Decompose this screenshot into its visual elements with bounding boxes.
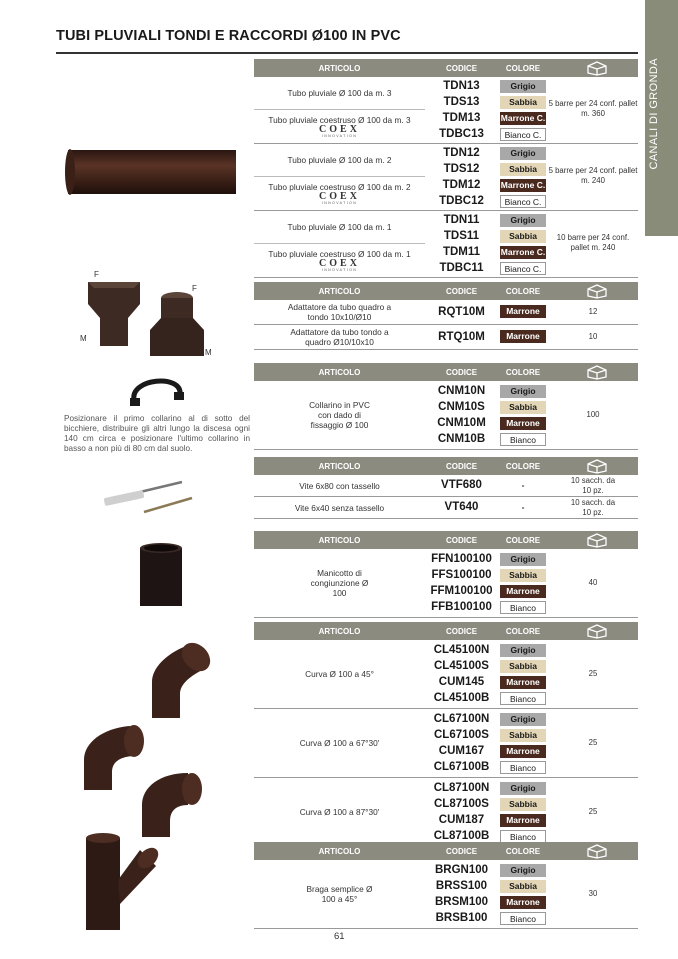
product-code: FFB100100: [431, 601, 492, 613]
header-articolo: ARTICOLO: [318, 462, 361, 471]
header-colore: COLORE: [505, 627, 541, 636]
coex-logo: [319, 259, 360, 272]
article-name: Tubo pluviale Ø 100 da m. 3: [287, 88, 392, 98]
table-header: [254, 842, 638, 860]
collars-table: [254, 363, 638, 450]
header-articolo: ARTICOLO: [318, 536, 361, 545]
title-rule: [56, 52, 638, 54]
braga-image: [78, 830, 162, 932]
product-code: TDS11: [443, 230, 480, 242]
coex-logo: [319, 125, 360, 138]
coex-logo: [319, 192, 360, 205]
side-tab-label: CANALI DI GRONDA: [648, 58, 660, 170]
header-articolo: ARTICOLO: [318, 627, 361, 636]
header-colore: COLORE: [505, 287, 541, 296]
product-code: RTQ10M: [438, 331, 485, 343]
color-swatch: Marrone: [500, 417, 546, 430]
color-swatch: Sabbia: [500, 96, 546, 109]
color-swatch: Marrone C.: [500, 246, 546, 257]
article-name: Adattatore da tubo quadro a tondo 10x10/Ø10: [287, 302, 392, 322]
collar-image: [128, 372, 186, 410]
article-name: Braga semplice Ø 100 a 45°: [306, 884, 373, 904]
curves-table: [254, 622, 638, 847]
header-articolo: ARTICOLO: [318, 847, 361, 856]
header-colore: COLORE: [505, 64, 541, 73]
product-group: [254, 381, 638, 450]
color-swatch: Sabbia: [500, 729, 546, 742]
package-icon: [585, 623, 609, 639]
header-codice: CODICE: [445, 462, 478, 471]
color-swatch: Sabbia: [500, 401, 546, 414]
coex-logo-text: COEX: [319, 257, 360, 269]
color-swatch: Marrone: [500, 330, 546, 343]
product-code: TDN11: [443, 214, 480, 226]
product-code: TDS12: [443, 163, 480, 175]
table-header: [254, 457, 638, 475]
pack-quantity: 5 barre per 24 conf. pallet m. 240: [548, 166, 638, 185]
article-coex: [254, 109, 425, 142]
adapters-table: [254, 282, 638, 350]
product-code: CNM10B: [437, 433, 486, 445]
product-code: TDM11: [442, 246, 481, 258]
color-swatch: Bianco: [500, 830, 546, 843]
product-code: FFS100100: [431, 569, 492, 581]
pack-quantity: 40: [588, 578, 598, 587]
article-name: Vite 6x40 senza tassello: [294, 502, 385, 513]
header-colore: COLORE: [505, 462, 541, 471]
article-name: Tubo pluviale coestruso Ø 100 da m. 2: [268, 181, 411, 192]
product-code: CNM10M: [437, 417, 486, 429]
color-swatch: Bianco: [500, 692, 546, 705]
product-code: BRSM100: [434, 896, 489, 908]
color-value: -: [521, 502, 525, 512]
pipe-image: [64, 146, 236, 198]
product-group: [254, 77, 638, 144]
adapter-label-m2: M: [205, 348, 212, 357]
package-icon: [585, 532, 609, 548]
color-swatch: Marrone: [500, 676, 546, 689]
product-code: BRSB100: [435, 912, 488, 924]
header-colore: COLORE: [505, 847, 541, 856]
product-code: CNM10S: [438, 401, 485, 413]
product-code: TDN13: [443, 80, 480, 92]
table-header: [254, 59, 638, 77]
product-code: VTF680: [441, 479, 482, 491]
product-code: TDM13: [442, 112, 481, 124]
product-code: TDN12: [443, 147, 480, 159]
tubes-table: [254, 59, 638, 278]
color-swatch: Bianco: [500, 601, 546, 614]
package-icon: [585, 364, 609, 380]
coex-logo-tagline: INNOVATION: [321, 133, 358, 138]
braga-table: [254, 842, 638, 929]
color-swatch: Sabbia: [500, 569, 546, 582]
product-code: CUM187: [438, 814, 485, 826]
adapter-square-round-image: [84, 280, 144, 350]
color-swatch: Bianco C.: [500, 195, 546, 208]
article-name: Curva Ø 100 a 87°30': [299, 807, 380, 817]
screws-image: [100, 480, 200, 516]
screws-table: [254, 457, 638, 519]
color-swatch: Grigio: [500, 214, 546, 227]
product-group: [254, 211, 638, 278]
product-code: CUM167: [438, 745, 485, 757]
article-name: Manicotto di congiunzione Ø 100: [310, 568, 369, 598]
coex-logo-tagline: INNOVATION: [321, 267, 358, 272]
product-group: [254, 860, 638, 929]
pack-quantity: 25: [588, 807, 598, 816]
article-coex: [254, 243, 425, 276]
article-name: Curva Ø 100 a 45°: [305, 669, 374, 679]
color-swatch: Grigio: [500, 385, 546, 398]
product-code: CL45100S: [434, 660, 489, 672]
coex-logo-text: COEX: [319, 123, 360, 135]
product-code: CL87100B: [433, 830, 490, 842]
table-header: [254, 622, 638, 640]
color-swatch: Bianco: [500, 433, 546, 446]
package-icon: [585, 843, 609, 859]
article-name: Vite 6x80 con tassello: [299, 480, 380, 491]
product-code: CNM10N: [437, 385, 486, 397]
color-swatch: Grigio: [500, 80, 546, 93]
color-swatch: Marrone: [500, 585, 546, 598]
adapter-label-f2: F: [192, 284, 197, 293]
side-tab: [645, 0, 678, 236]
product-code: RQT10M: [438, 306, 485, 318]
product-code: TDBC13: [439, 128, 484, 140]
product-code: VT640: [444, 501, 479, 513]
product-row: [254, 300, 638, 325]
header-codice: CODICE: [445, 368, 478, 377]
color-swatch: Grigio: [500, 553, 546, 566]
product-code: CL87100S: [434, 798, 489, 810]
product-code: CL87100N: [433, 782, 490, 794]
pack-quantity: 10 sacch. da 10 pz.: [570, 498, 616, 517]
table-header: [254, 363, 638, 381]
product-code: CL45100B: [433, 692, 490, 704]
pack-quantity: 5 barre per 24 conf. pallet m. 360: [548, 99, 638, 118]
pack-quantity: 25: [588, 738, 598, 747]
color-swatch: Bianco C.: [500, 262, 546, 275]
color-swatch: Marrone C.: [500, 179, 546, 190]
article-name: Adattatore da tubo tondo a quadro Ø10/10x10: [290, 327, 389, 347]
color-swatch: Marrone: [500, 305, 546, 318]
product-group: [254, 549, 638, 618]
article-name: Tubo pluviale coestruso Ø 100 da m. 3: [268, 114, 411, 125]
color-swatch: Sabbia: [500, 880, 546, 893]
product-code: FFN100100: [431, 553, 492, 565]
article-name: Tubo pluviale Ø 100 da m. 1: [287, 222, 392, 232]
header-codice: CODICE: [445, 64, 478, 73]
color-swatch: Marrone C.: [500, 112, 546, 123]
article-name: Tubo pluviale Ø 100 da m. 2: [287, 155, 392, 165]
package-icon: [585, 283, 609, 299]
color-swatch: Grigio: [500, 782, 546, 795]
color-swatch: Grigio: [500, 147, 546, 160]
pack-quantity: 25: [588, 669, 598, 678]
header-codice: CODICE: [445, 627, 478, 636]
article-name: Collarino in PVC con dado di fissaggio Ø 100: [309, 400, 370, 430]
package-icon: [585, 458, 609, 474]
color-swatch: Grigio: [500, 713, 546, 726]
product-code: FFM100100: [430, 585, 493, 597]
installation-note: Posizionare il primo collarino al di sotto del bicchiere, distribuire gli altri lungo la discesa ogni 140 cm circa e posizionare l'ultimo collarino in basso a non più di 80 cm dal suolo.: [64, 414, 250, 453]
header-articolo: ARTICOLO: [318, 287, 361, 296]
color-swatch: Sabbia: [500, 798, 546, 811]
product-code: CUM145: [438, 676, 485, 688]
color-swatch: Marrone: [500, 814, 546, 827]
header-colore: COLORE: [505, 536, 541, 545]
product-code: CL67100N: [433, 713, 490, 725]
color-swatch: Sabbia: [500, 230, 546, 243]
header-articolo: ARTICOLO: [318, 64, 361, 73]
curve-45-image: [146, 638, 216, 720]
color-swatch: Marrone: [500, 896, 546, 909]
header-codice: CODICE: [445, 536, 478, 545]
pack-quantity: 100: [586, 410, 600, 419]
adapter-label-f1: F: [94, 270, 99, 279]
table-header: [254, 531, 638, 549]
page-number: 61: [334, 931, 345, 942]
package-icon: [585, 60, 609, 76]
product-code: TDS13: [443, 96, 480, 108]
pack-quantity: 10 sacch. da 10 pz.: [570, 476, 616, 495]
sleeve-image: [136, 542, 186, 608]
product-code: BRGN100: [434, 864, 489, 876]
color-swatch: Bianco: [500, 761, 546, 774]
curve-87-image: [138, 765, 216, 839]
color-swatch: Bianco: [500, 912, 546, 925]
pack-quantity: 12: [588, 307, 598, 316]
color-swatch: Sabbia: [500, 660, 546, 673]
product-group: [254, 144, 638, 211]
product-code: CL45100N: [433, 644, 490, 656]
header-articolo: ARTICOLO: [318, 368, 361, 377]
product-code: CL67100B: [433, 761, 490, 773]
product-code: TDBC12: [439, 195, 484, 207]
product-row: [254, 475, 638, 497]
color-swatch: Grigio: [500, 644, 546, 657]
sleeves-table: [254, 531, 638, 618]
header-codice: CODICE: [445, 847, 478, 856]
adapter-label-m1: M: [80, 334, 87, 343]
product-row: [254, 325, 638, 350]
product-group: [254, 709, 638, 778]
product-code: TDBC11: [439, 262, 484, 274]
color-swatch: Grigio: [500, 864, 546, 877]
page-title: TUBI PLUVIALI TONDI E RACCORDI Ø100 IN PVC: [56, 28, 401, 44]
adapter-round-square-image: [148, 290, 206, 358]
pack-quantity: 30: [588, 889, 598, 898]
header-codice: CODICE: [445, 287, 478, 296]
table-header: [254, 282, 638, 300]
product-code: CL67100S: [434, 729, 489, 741]
pack-quantity: 10: [588, 332, 598, 341]
product-group: [254, 640, 638, 709]
color-swatch: Sabbia: [500, 163, 546, 176]
color-swatch: Bianco C.: [500, 128, 546, 141]
article-name: Tubo pluviale coestruso Ø 100 da m. 1: [268, 248, 411, 259]
article-coex: [254, 176, 425, 209]
header-colore: COLORE: [505, 368, 541, 377]
coex-logo-tagline: INNOVATION: [321, 200, 358, 205]
color-value: -: [521, 480, 525, 490]
coex-logo-text: COEX: [319, 190, 360, 202]
color-swatch: Marrone: [500, 745, 546, 758]
product-code: BRSS100: [435, 880, 488, 892]
product-code: TDM12: [442, 179, 481, 191]
pack-quantity: 10 barre per 24 conf. pallet m. 240: [556, 233, 630, 252]
product-group: [254, 778, 638, 847]
article-name: Curva Ø 100 a 67°30': [299, 738, 380, 748]
product-row: [254, 497, 638, 519]
